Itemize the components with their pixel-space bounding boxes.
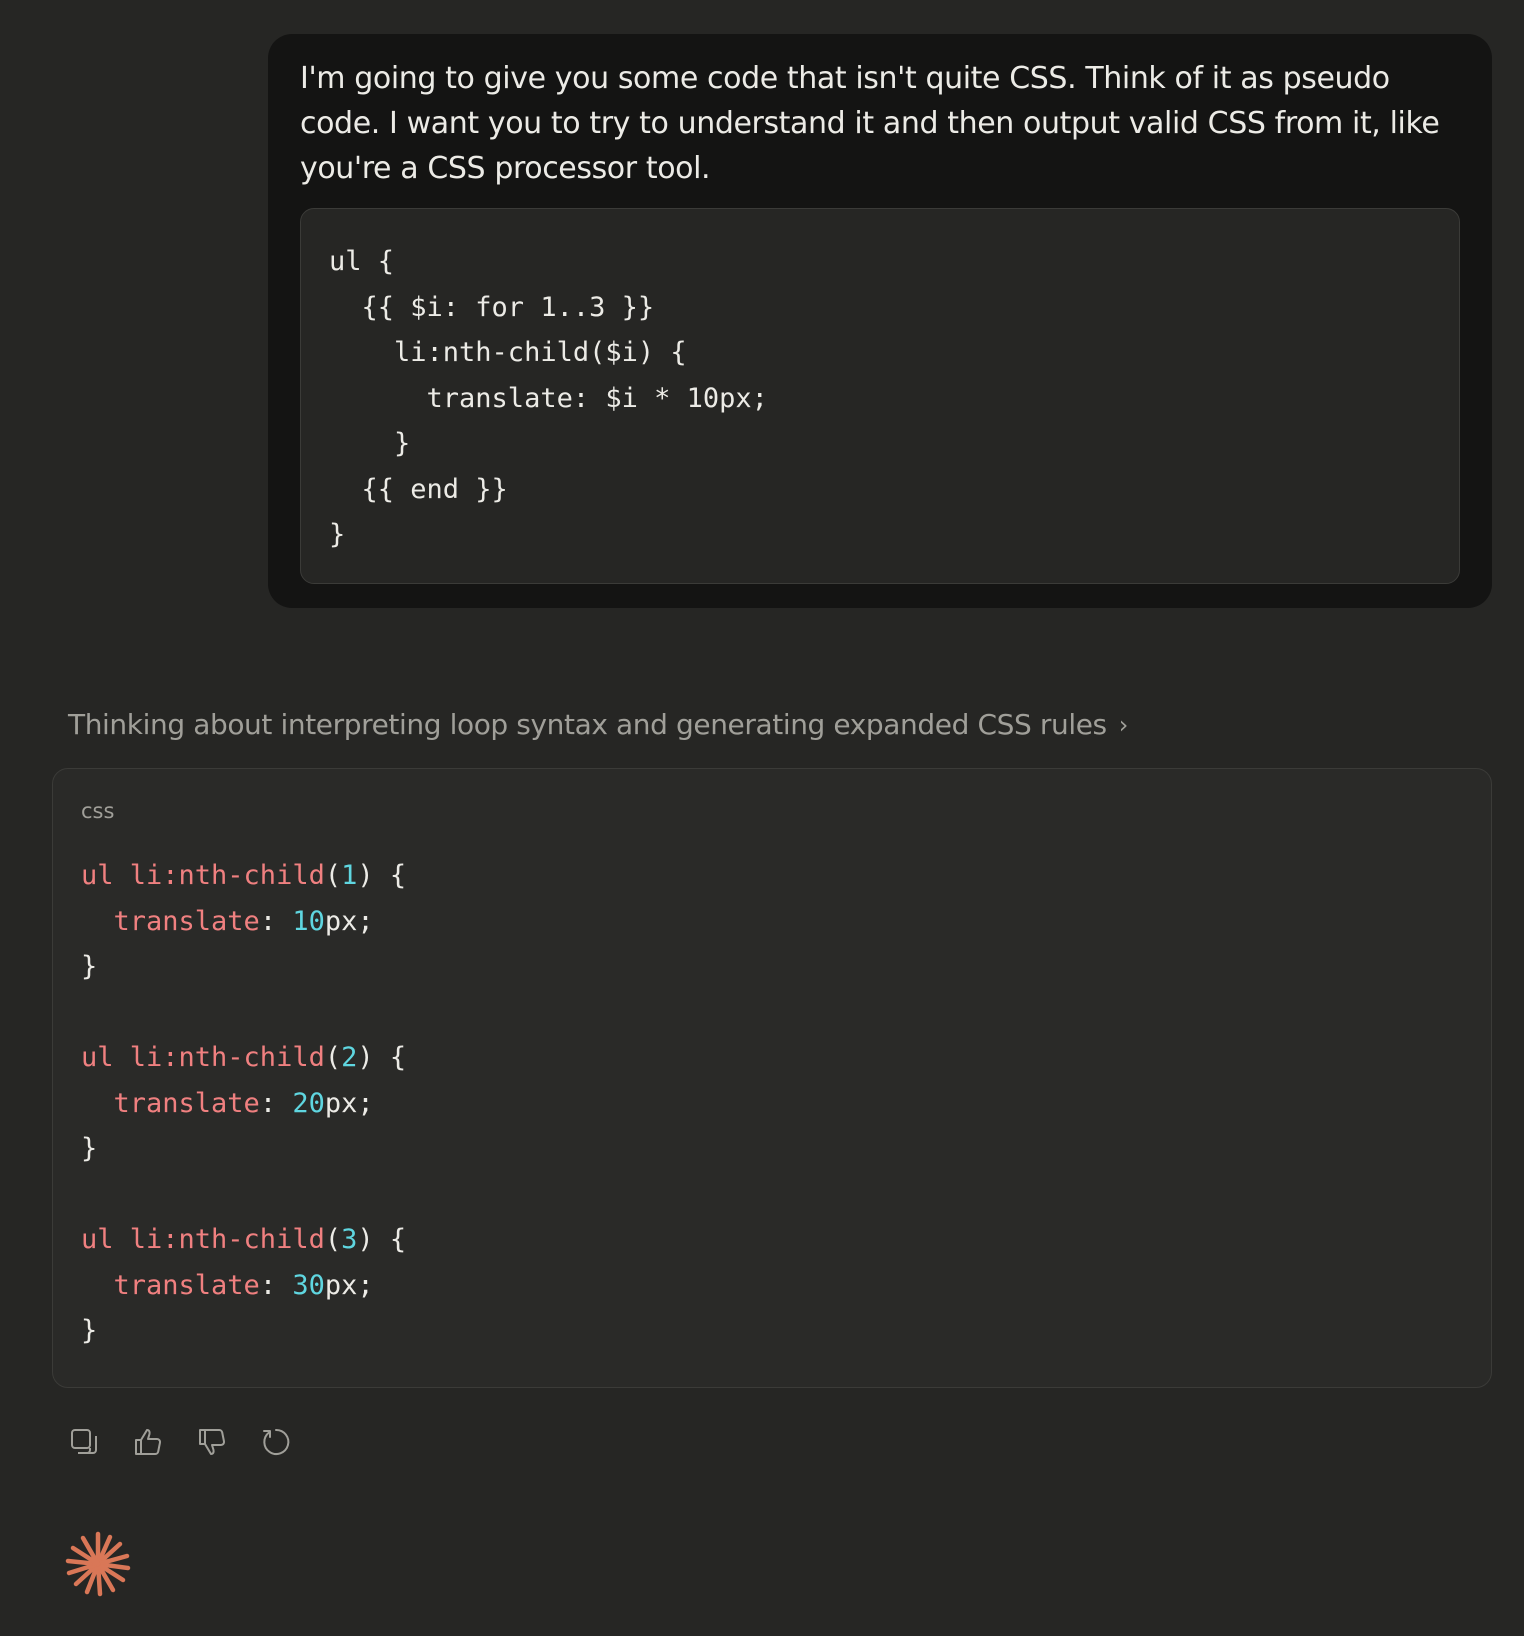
thumbs-up-icon — [132, 1426, 164, 1458]
code-line: ul { — [329, 246, 395, 277]
thumbs-down-button[interactable] — [196, 1426, 228, 1458]
copy-button[interactable] — [68, 1426, 100, 1458]
thumbs-down-icon — [196, 1426, 228, 1458]
code-line: translate: 20px; — [113, 1087, 374, 1119]
code-line: } — [81, 1315, 98, 1346]
thinking-label: Thinking about interpreting loop syntax and generating expanded CSS rules — [68, 708, 1107, 741]
code-line: } — [81, 1133, 98, 1164]
thumbs-up-button[interactable] — [132, 1426, 164, 1458]
user-message — [268, 34, 1492, 608]
answer-code-block — [52, 768, 1492, 1388]
retry-button[interactable] — [260, 1426, 292, 1458]
copy-icon — [68, 1426, 100, 1458]
code-line: translate: $i * 10px; — [329, 382, 768, 414]
retry-icon — [260, 1426, 292, 1458]
chevron-right-icon: › — [1118, 710, 1128, 739]
code-line: translate: 30px; — [113, 1269, 374, 1301]
code-line: {{ end }} — [329, 473, 508, 505]
thinking-toggle[interactable] — [68, 708, 1128, 741]
code-line: } — [329, 428, 411, 459]
code-line: li:nth-child($i) { — [329, 337, 687, 368]
user-code — [329, 239, 1431, 558]
code-line: {{ $i: for 1..3 }} — [329, 291, 655, 323]
code-line: translate: 10px; — [113, 905, 374, 937]
claude-logo-icon — [64, 1530, 132, 1598]
user-code-block — [300, 208, 1460, 584]
code-line: ul li:nth-child(1) { — [81, 860, 407, 891]
answer-code — [81, 853, 1463, 1354]
code-line: ul li:nth-child(3) { — [81, 1224, 407, 1255]
code-language-label: css — [81, 799, 115, 823]
code-line: ul li:nth-child(2) { — [81, 1042, 407, 1073]
code-line: } — [329, 519, 346, 550]
message-actions — [68, 1426, 292, 1458]
user-message-text: I'm going to give you some code that isn't quite CSS. Think of it as pseudo code. I want you to try to understand it and then output valid CSS from it, like you're a CSS processor tool. — [300, 61, 1440, 186]
code-line: } — [81, 951, 98, 982]
